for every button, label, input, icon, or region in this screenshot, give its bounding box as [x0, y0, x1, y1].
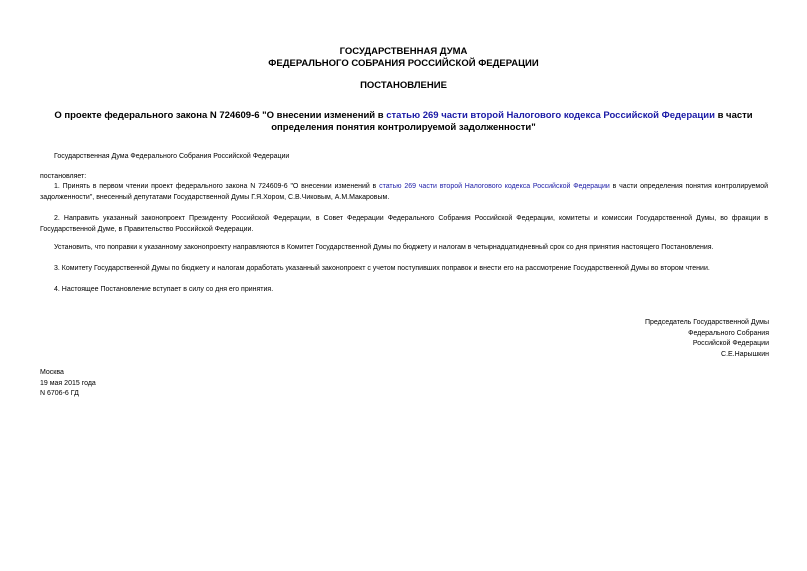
- paragraph-1-article-link[interactable]: статью 269 части второй Налогового кодекса Российской Федерации: [379, 183, 610, 190]
- place-city: Москва: [40, 369, 64, 376]
- signature-block: [645, 318, 769, 360]
- signature-line-3: Российской Федерации: [692, 340, 769, 348]
- paragraph-4: 4. Настоящее Постановление вступает в силу со дня его принятия.: [54, 286, 274, 293]
- paragraph-1: [40, 182, 768, 203]
- issuer-line-2: ФЕДЕРАЛЬНОГО СОБРАНИЯ РОССИЙСКОЙ ФЕДЕРАЦИИ: [268, 58, 539, 69]
- paragraph-1-text-start: 1. Принять в первом чтении проект федерального закона N 724609-6 "О внесении изменений в: [54, 183, 380, 190]
- paragraph-1-text-end: в части определения понятия контролируемой задолженности", внесенный депутатами Государственной Думы Г.Я.Хором, С.В.Чиковым, А.М.Макаровым.: [40, 183, 768, 201]
- paragraph-amendments: Установить, что поправки к указанному законопроекту направляются в Комитет Государственной Думы по бюджету и налогам в четырнадцатидневный срок со дня принятия настоящего Постановления.: [54, 244, 714, 251]
- signature-line-2: Федерального Собрания: [688, 329, 769, 337]
- document-title: [40, 110, 767, 134]
- issuer-header: [0, 46, 807, 70]
- signature-name: С.Е.Нарышкин: [721, 350, 769, 358]
- paragraph-3: 3. Комитету Государственной Думы по бюджету и налогам доработать указанный законопроект с учетом поступивших поправок и внести его на рассмотрение Государственной Думы во втором чтении.: [54, 265, 710, 272]
- document-date: 19 мая 2015 года: [40, 379, 96, 387]
- title-article-link[interactable]: статью 269 части второй Налогового кодекса Российской Федерации: [386, 110, 715, 121]
- document-number: N 6706-6 ГД: [40, 390, 79, 398]
- title-text-end: в части определения понятия контролируемой задолженности": [271, 110, 753, 133]
- place-date-block: [40, 368, 96, 400]
- signature-line-1: Председатель Государственной Думы: [644, 319, 769, 326]
- resolves-label: постановляет:: [40, 173, 87, 180]
- title-text-start: О проекте федерального закона N 724609-6 "О внесении изменений в: [54, 110, 387, 121]
- issuer-line-1: ГОСУДАРСТВЕННАЯ ДУМА: [339, 46, 468, 57]
- paragraph-2: 2. Направить указанный законопроект Президенту Российской Федерации, в Совет Федерации Федерального Собрания Российской Федерации, комитеты и комиссии Государственной Думы, во фракции в Государственной Думе, в Правительство Российской Федерации.: [40, 215, 768, 233]
- intro-paragraph: Государственная Дума Федерального Собрания Российской Федерации: [54, 153, 290, 160]
- document-type: ПОСТАНОВЛЕНИЕ: [360, 80, 447, 91]
